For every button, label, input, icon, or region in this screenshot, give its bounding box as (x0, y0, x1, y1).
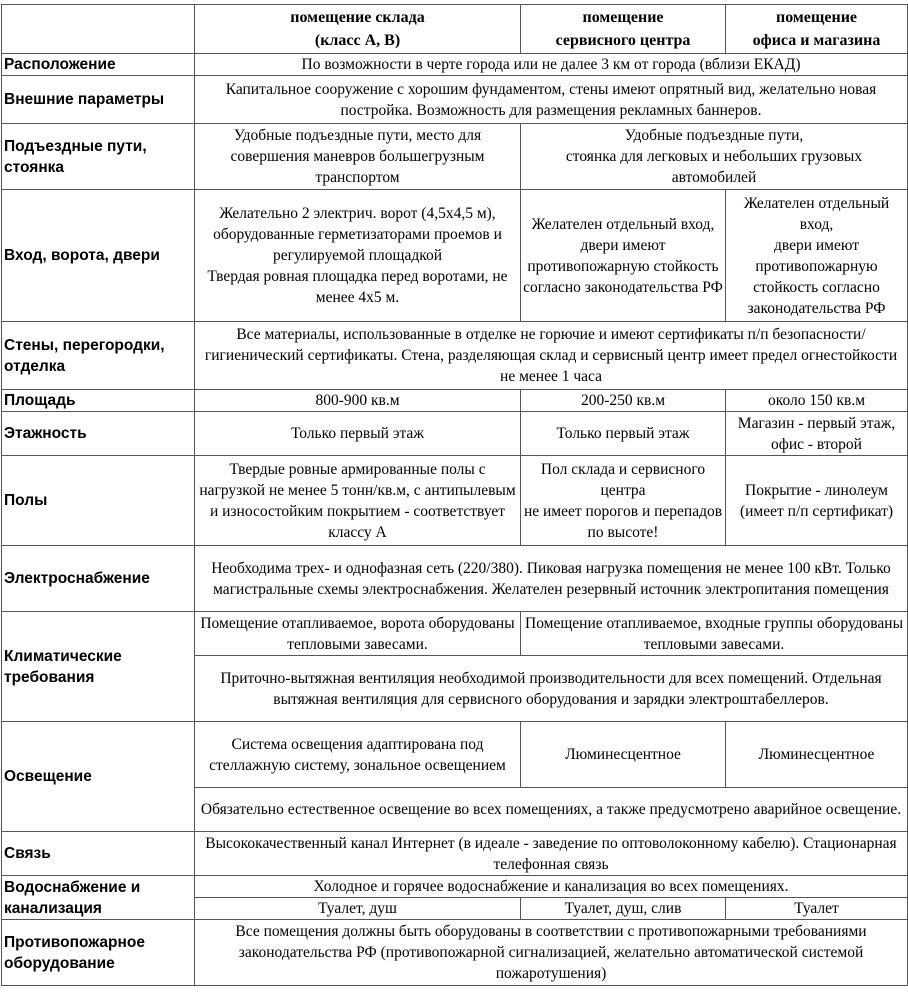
floors-count-warehouse: Только первый этаж (195, 412, 521, 456)
comms-value: Высококачественный канал Интернет (в идеале - заведение по оптоволоконному кабелю). Стационарная телефонная связь (195, 832, 908, 876)
row-label-location: Расположение (2, 54, 195, 76)
row-label-water: Водоснабжение и канализация (2, 876, 195, 920)
row-label-walls: Стены, перегородки, отделка (2, 322, 195, 390)
area-office: около 150 кв.м (726, 390, 908, 412)
water-office: Туалет (726, 898, 908, 920)
header-office-shop: помещение офиса и магазина (726, 5, 908, 54)
row-walls (2, 322, 908, 390)
location-value: По возможности в черте города или не далее 3 км от города (вблизи ЕКАД) (195, 54, 908, 76)
header-warehouse: помещение склада (класс А, В) (195, 5, 521, 54)
row-label-exterior: Внешние параметры (2, 76, 195, 124)
row-location (2, 54, 908, 76)
row-entrance (2, 190, 908, 322)
row-water (2, 876, 908, 898)
water-common: Холодное и горячее водоснабжение и канализация во всех помещениях. (195, 876, 908, 898)
row-exterior (2, 76, 908, 124)
water-service: Туалет, душ, слив (521, 898, 726, 920)
flooring-warehouse: Твердые ровные армированные полы с нагрузкой не менее 5 тонн/кв.м, с антипылевым и износостойким покрытием - соответствует классу А (195, 456, 521, 546)
lighting-service: Люминесцентное (521, 722, 726, 788)
entrance-office: Желателен отдельный вход, двери имеют противопожарную стойкость согласно законодательства РФ (726, 190, 908, 322)
row-lighting (2, 722, 908, 788)
row-label-comms: Связь (2, 832, 195, 876)
walls-value: Все материалы, использованные в отделке не горючие и имеют сертификаты п/п безопасности/гигиенический сертификаты. Стена, разделяющая склад и сервисный центр имеет предел огнестойкости не менее 1 часа (195, 322, 908, 390)
row-comms (2, 832, 908, 876)
row-label-flooring: Полы (2, 456, 195, 546)
access-service-office: Удобные подъездные пути, стоянка для легковых и небольших грузовых автомобилей (521, 124, 908, 190)
flooring-service: Пол склада и сервисного центра не имеет порогов и перепадов по высоте! (521, 456, 726, 546)
row-fire (2, 920, 908, 986)
entrance-service: Желателен отдельный вход, двери имеют противопожарную стойкость согласно законодательства РФ (521, 190, 726, 322)
area-service: 200-250 кв.м (521, 390, 726, 412)
row-climate (2, 612, 908, 656)
row-label-climate: Климатические требования (2, 612, 195, 722)
row-area (2, 390, 908, 412)
row-label-power: Электроснабжение (2, 546, 195, 612)
floors-count-office: Магазин - первый этаж, офис - второй (726, 412, 908, 456)
access-warehouse: Удобные подъездные пути, место для совершения маневров большегрузным транспортом (195, 124, 521, 190)
row-label-fire: Противопожарное оборудование (2, 920, 195, 986)
row-label-access: Подъездные пути, стоянка (2, 124, 195, 190)
lighting-office: Люминесцентное (726, 722, 908, 788)
row-label-lighting: Освещение (2, 722, 195, 832)
entrance-warehouse: Желательно 2 электрич. ворот (4,5х4,5 м), оборудованные герметизаторами проемов и регулируемой площадкой Твердая ровная площадка перед воротами, не менее 4х5 м. (195, 190, 521, 322)
lighting-natural: Обязательно естественное освещение во всех помещениях, а также предусмотрено аварийное освещение. (195, 788, 908, 832)
row-flooring (2, 456, 908, 546)
water-warehouse: Туалет, душ (195, 898, 521, 920)
fire-value: Все помещения должны быть оборудованы в соответствии с противопожарными требованиями законодательства РФ (противопожарной сигнализацией, желательно автоматической системой пожаротушения) (195, 920, 908, 986)
exterior-value: Капитальное сооружение с хорошим фундаментом, стены имеют опрятный вид, желательно новая постройка. Возможность для размещения рекламных баннеров. (195, 76, 908, 124)
header-service-center: помещение сервисного центра (521, 5, 726, 54)
requirements-table (1, 4, 908, 986)
climate-warehouse: Помещение отапливаемое, ворота оборудованы тепловыми завесами. (195, 612, 521, 656)
area-warehouse: 800-900 кв.м (195, 390, 521, 412)
power-value: Необходима трех- и однофазная сеть (220/380). Пиковая нагрузка помещения не менее 100 кВт. Только магистральные схемы электроснабжения. Желателен резервный источник электропитания помещения (195, 546, 908, 612)
header-row (2, 5, 908, 54)
row-label-area: Площадь (2, 390, 195, 412)
flooring-office: Покрытие - линолеум (имеет п/п сертификат) (726, 456, 908, 546)
header-empty-cell (2, 5, 195, 54)
floors-count-service: Только первый этаж (521, 412, 726, 456)
row-power (2, 546, 908, 612)
climate-service-office: Помещение отапливаемое, входные группы оборудованы тепловыми завесами. (521, 612, 908, 656)
lighting-warehouse: Система освещения адаптирована под стеллажную систему, зональное освещением (195, 722, 521, 788)
row-floors-count (2, 412, 908, 456)
row-access (2, 124, 908, 190)
row-label-entrance: Вход, ворота, двери (2, 190, 195, 322)
row-label-floors-count: Этажность (2, 412, 195, 456)
climate-ventilation: Приточно-вытяжная вентиляция необходимой производительности для всех помещений. Отдельная вытяжная вентиляция для сервисного оборудования и зарядки электроштабеллеров. (195, 656, 908, 722)
